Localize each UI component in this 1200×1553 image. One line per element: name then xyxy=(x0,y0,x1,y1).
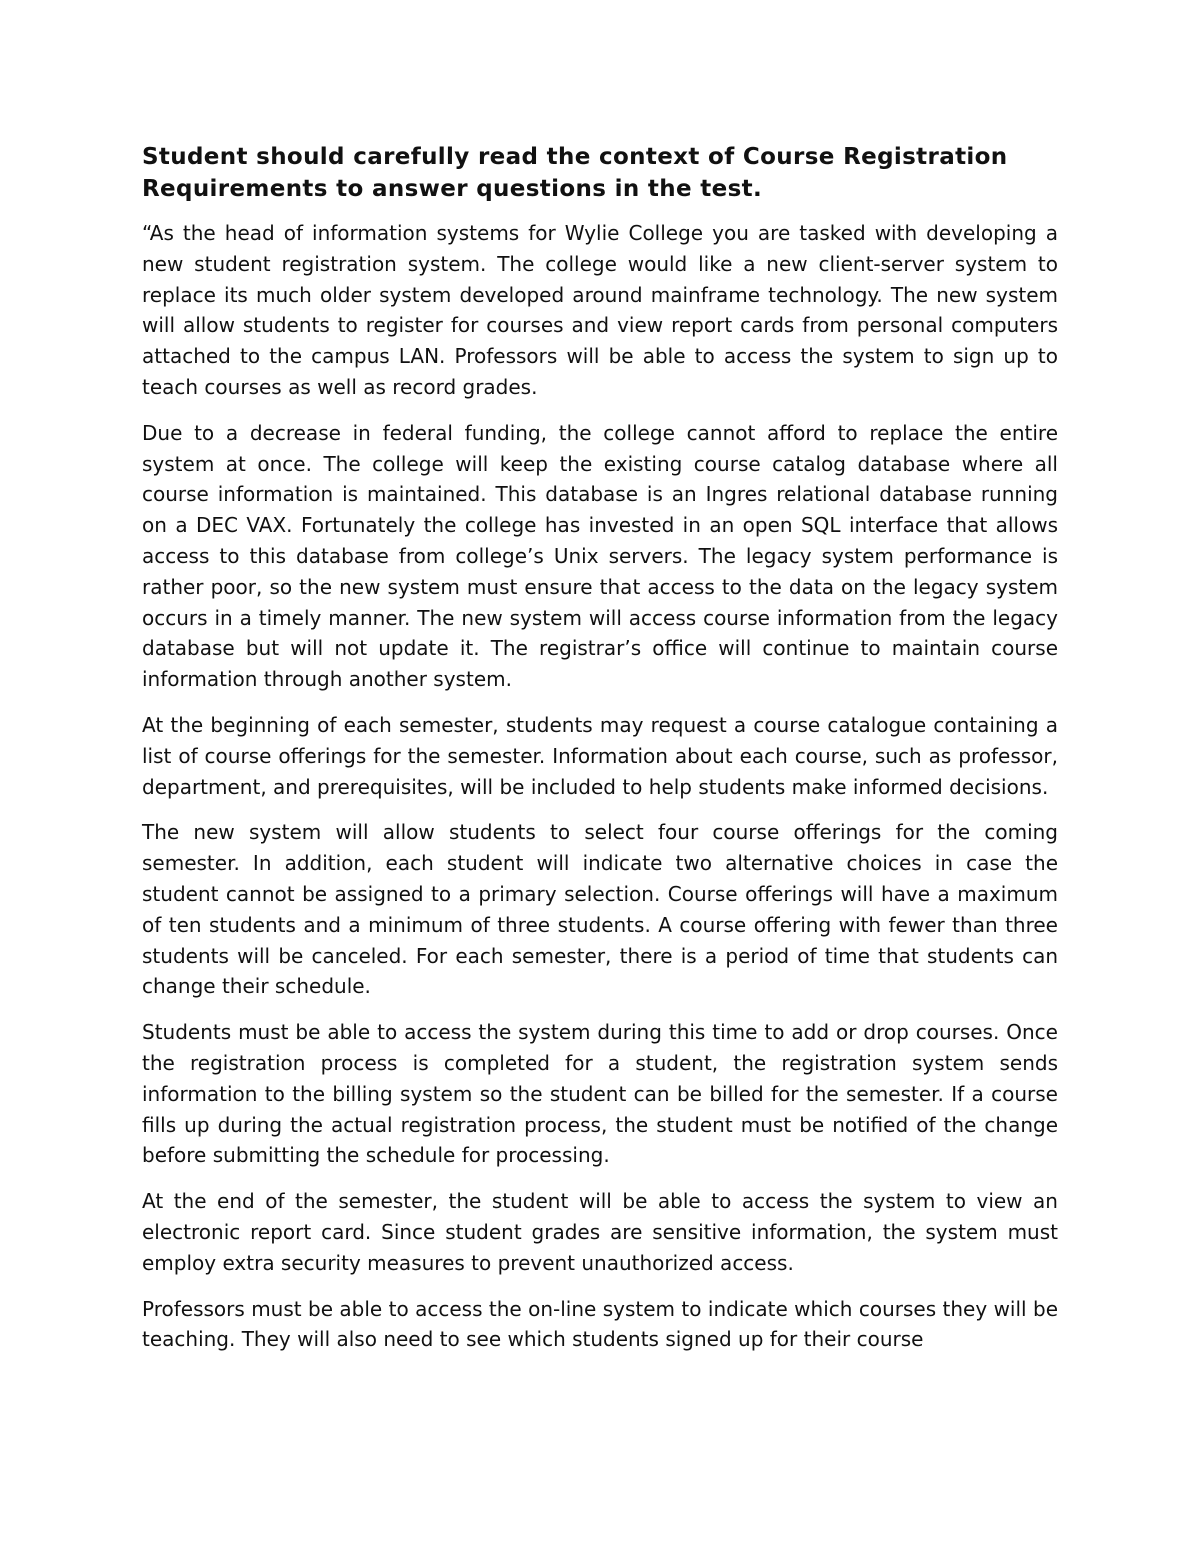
paragraph-intro: “As the head of information systems for Wylie College you are tasked with developing a new student registration system. The college would like a new client-server system to replace its much older system developed around mainframe technology. The new system will allow students to register for courses and view report cards from personal computers attached to the campus LAN. Professors will be able to access the system to sign up to teach courses as well as record grades. xyxy=(142,221,1058,399)
paragraph-funding: Due to a decrease in federal funding, the college cannot afford to replace the entire system at once. The college will keep the existing course catalog database where all course information is maintained. This database is an Ingres relational database running on a DEC VAX. Fortunately the college has invested in an open SQL interface that allows access to this database from college’s Unix servers. The legacy system performance is rather poor, so the new system must ensure that access to the data on the legacy system occurs in a timely manner. The new system will access course information from the legacy database but will not update it. The registrar’s office will continue to maintain course information through another system. xyxy=(142,420,1058,692)
document-heading: Student should carefully read the context of Course Registration Requirements to answer questions in the test. xyxy=(142,144,1008,202)
document-body xyxy=(142,141,1058,1370)
paragraph-add-drop: Students must be able to access the system during this time to add or drop courses. Once the registration process is completed for a student, the registration system sends information to the billing system so the student can be billed for the semester. If a course fills up during the actual registration process, the student must be notified of the change before submitting the schedule for processing. xyxy=(142,1020,1058,1168)
paragraph-catalogue: At the beginning of each semester, students may request a course catalogue containing a list of course offerings for the semester. Information about each course, such as professor, department, and prerequisites, will be included to help students make informed decisions. xyxy=(142,712,1058,799)
paragraph-professors: Professors must be able to access the on-line system to indicate which courses they will be teaching. They will also need to see which students signed up for their course xyxy=(142,1296,1058,1352)
paragraph-report-card: At the end of the semester, the student will be able to access the system to view an electronic report card. Since student grades are sensitive information, the system must employ extra security measures to prevent unauthorized access. xyxy=(142,1189,1058,1275)
paragraph-course-selection: The new system will allow students to select four course offerings for the coming semester. In addition, each student will indicate two alternative choices in case the student cannot be assigned to a primary selection. Course offerings will have a maximum of ten students and a minimum of three students. A course offering with fewer than three students will be canceled. For each semester, there is a period of time that students can change their schedule. xyxy=(142,820,1058,999)
